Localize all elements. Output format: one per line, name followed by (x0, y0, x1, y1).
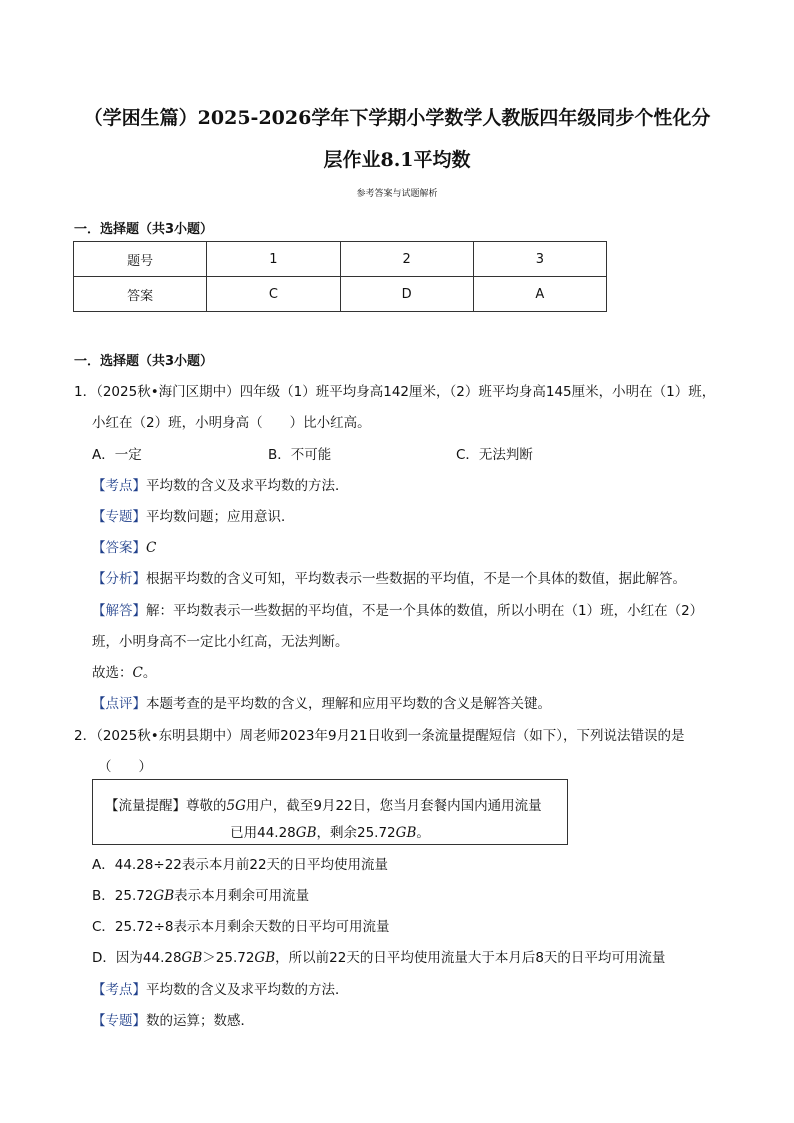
guxuan-label: 故选： (92, 665, 133, 681)
sms-text: 用户，截至9月22日，您当月套餐内国内通用流量 (245, 798, 542, 814)
fenxi-tag: 【分析】 (92, 571, 146, 587)
answer-table-cell: 1 (207, 242, 340, 277)
question-1-option-a: A．一定 (92, 447, 142, 463)
answer-table-cell: 3 (473, 242, 606, 277)
option-text: B．25.72 (92, 888, 154, 904)
document-subtitle: 参考答案与试题解析 (356, 189, 438, 199)
question-2-kaodian (92, 978, 349, 998)
option-text: D．因为44.28 (92, 950, 182, 966)
sms-unit: GB (395, 825, 417, 841)
sms-unit: GB (295, 825, 317, 841)
daan-tag: 【答案】 (92, 540, 146, 556)
question-1-guxuan (92, 661, 156, 681)
question-1-kaodian (92, 474, 349, 494)
guxuan-answer: C (132, 665, 143, 681)
answer-table-cell: A (473, 277, 606, 312)
question-2-option-b (92, 884, 309, 904)
kaodian-text: 平均数的含义及求平均数的方法． (146, 478, 349, 494)
question-2-option-c: C．25.72÷8表示本月剩余天数的日平均可用流量 (92, 919, 390, 935)
answer-table-answer-label: 答案 (74, 277, 207, 312)
option-unit: GB (153, 888, 175, 904)
solution-section-heading: 一．选择题（共3小题） (74, 354, 214, 369)
option-unit: GB (181, 950, 203, 966)
answer-table-cell: C (207, 277, 340, 312)
sms-line-2 (93, 821, 567, 841)
question-1-option-b: B．不可能 (268, 447, 332, 463)
guxuan-end: 。 (142, 665, 157, 681)
dianping-tag: 【点评】 (92, 696, 146, 712)
zhuanti-tag: 【专题】 (92, 509, 146, 525)
answer-table-row-numbers (74, 242, 607, 277)
question-1-jieda-line-1 (92, 599, 703, 619)
question-2-stem-line-1: 2．（2025秋•东明县期中）周老师2023年9月21日收到一条流量提醒短信（如下），下列说法错误的是 (74, 728, 685, 744)
question-2-stem-line-2: （ ） (98, 759, 152, 775)
dianping-text: 本题考查的是平均数的含义，理解和应用平均数的含义是解答关键。 (146, 696, 551, 712)
sms-tag: 【流量提醒】 (105, 798, 186, 814)
answer-table-cell: D (340, 277, 473, 312)
answer-table-row-answers (74, 277, 607, 312)
question-1-zhuanti (92, 505, 295, 525)
question-1-stem-line-2: 小红在（2）班，小明身高（ ）比小红高。 (92, 415, 371, 431)
answer-table-header-label: 题号 (74, 242, 207, 277)
answer-table-cell: 2 (340, 242, 473, 277)
option-text: ＞25.72 (202, 950, 255, 966)
question-1-stem-line-1: 1．（2025秋•海门区期中）四年级（1）班平均身高142厘米，（2）班平均身高145厘米，小明在（1）班， (74, 384, 716, 400)
sms-text: 尊敬的 (186, 798, 227, 814)
zhuanti-tag: 【专题】 (92, 1013, 146, 1029)
fenxi-text: 根据平均数的含义可知，平均数表示一些数据的平均值，不是一个具体的数值，据此解答。 (146, 571, 686, 587)
question-2-option-a: A．44.28÷22表示本月前22天的日平均使用流量 (92, 857, 389, 873)
question-2-zhuanti (92, 1009, 254, 1029)
question-1-option-c: C．无法判断 (456, 447, 533, 463)
question-2-option-d (92, 946, 665, 966)
option-text: ，所以前22天的日平均使用流量大于本月后8天的日平均可用流量 (275, 950, 666, 966)
option-unit: GB (254, 950, 276, 966)
zhuanti-text: 数的运算；数感． (146, 1013, 254, 1029)
question-1-jieda-line-2: 班，小明身高不一定比小红高，无法判断。 (92, 634, 349, 650)
kaodian-text: 平均数的含义及求平均数的方法． (146, 982, 349, 998)
kaodian-tag: 【考点】 (92, 478, 146, 494)
sms-text: 已用44.28 (230, 825, 296, 841)
sms-text: ，剩余25.72 (316, 825, 396, 841)
document-title-line-1: （学困生篇）2025-2026学年下学期小学数学人教版四年级同步个性化分 (83, 107, 711, 129)
sms-text: 。 (416, 825, 430, 841)
option-text: 表示本月剩余可用流量 (174, 888, 310, 904)
question-1-dianping (92, 692, 551, 712)
kaodian-tag: 【考点】 (92, 982, 146, 998)
daan-text: C (146, 540, 157, 556)
jieda-tag: 【解答】 (92, 603, 146, 619)
answer-table (73, 241, 607, 312)
question-1-daan (92, 536, 156, 556)
sms-line-1 (105, 794, 542, 814)
document-title-line-2: 层作业8.1平均数 (323, 149, 471, 171)
sms-message-box (92, 779, 568, 845)
zhuanti-text: 平均数问题；应用意识． (146, 509, 295, 525)
question-1-fenxi (92, 567, 686, 587)
answer-section-heading: 一．选择题（共3小题） (74, 222, 214, 237)
jieda-text: 解：平均数表示一些数据的平均值，不是一个具体的数值，所以小明在（1）班，小红在（2） (146, 603, 704, 619)
sms-5g: 5G (226, 798, 246, 814)
